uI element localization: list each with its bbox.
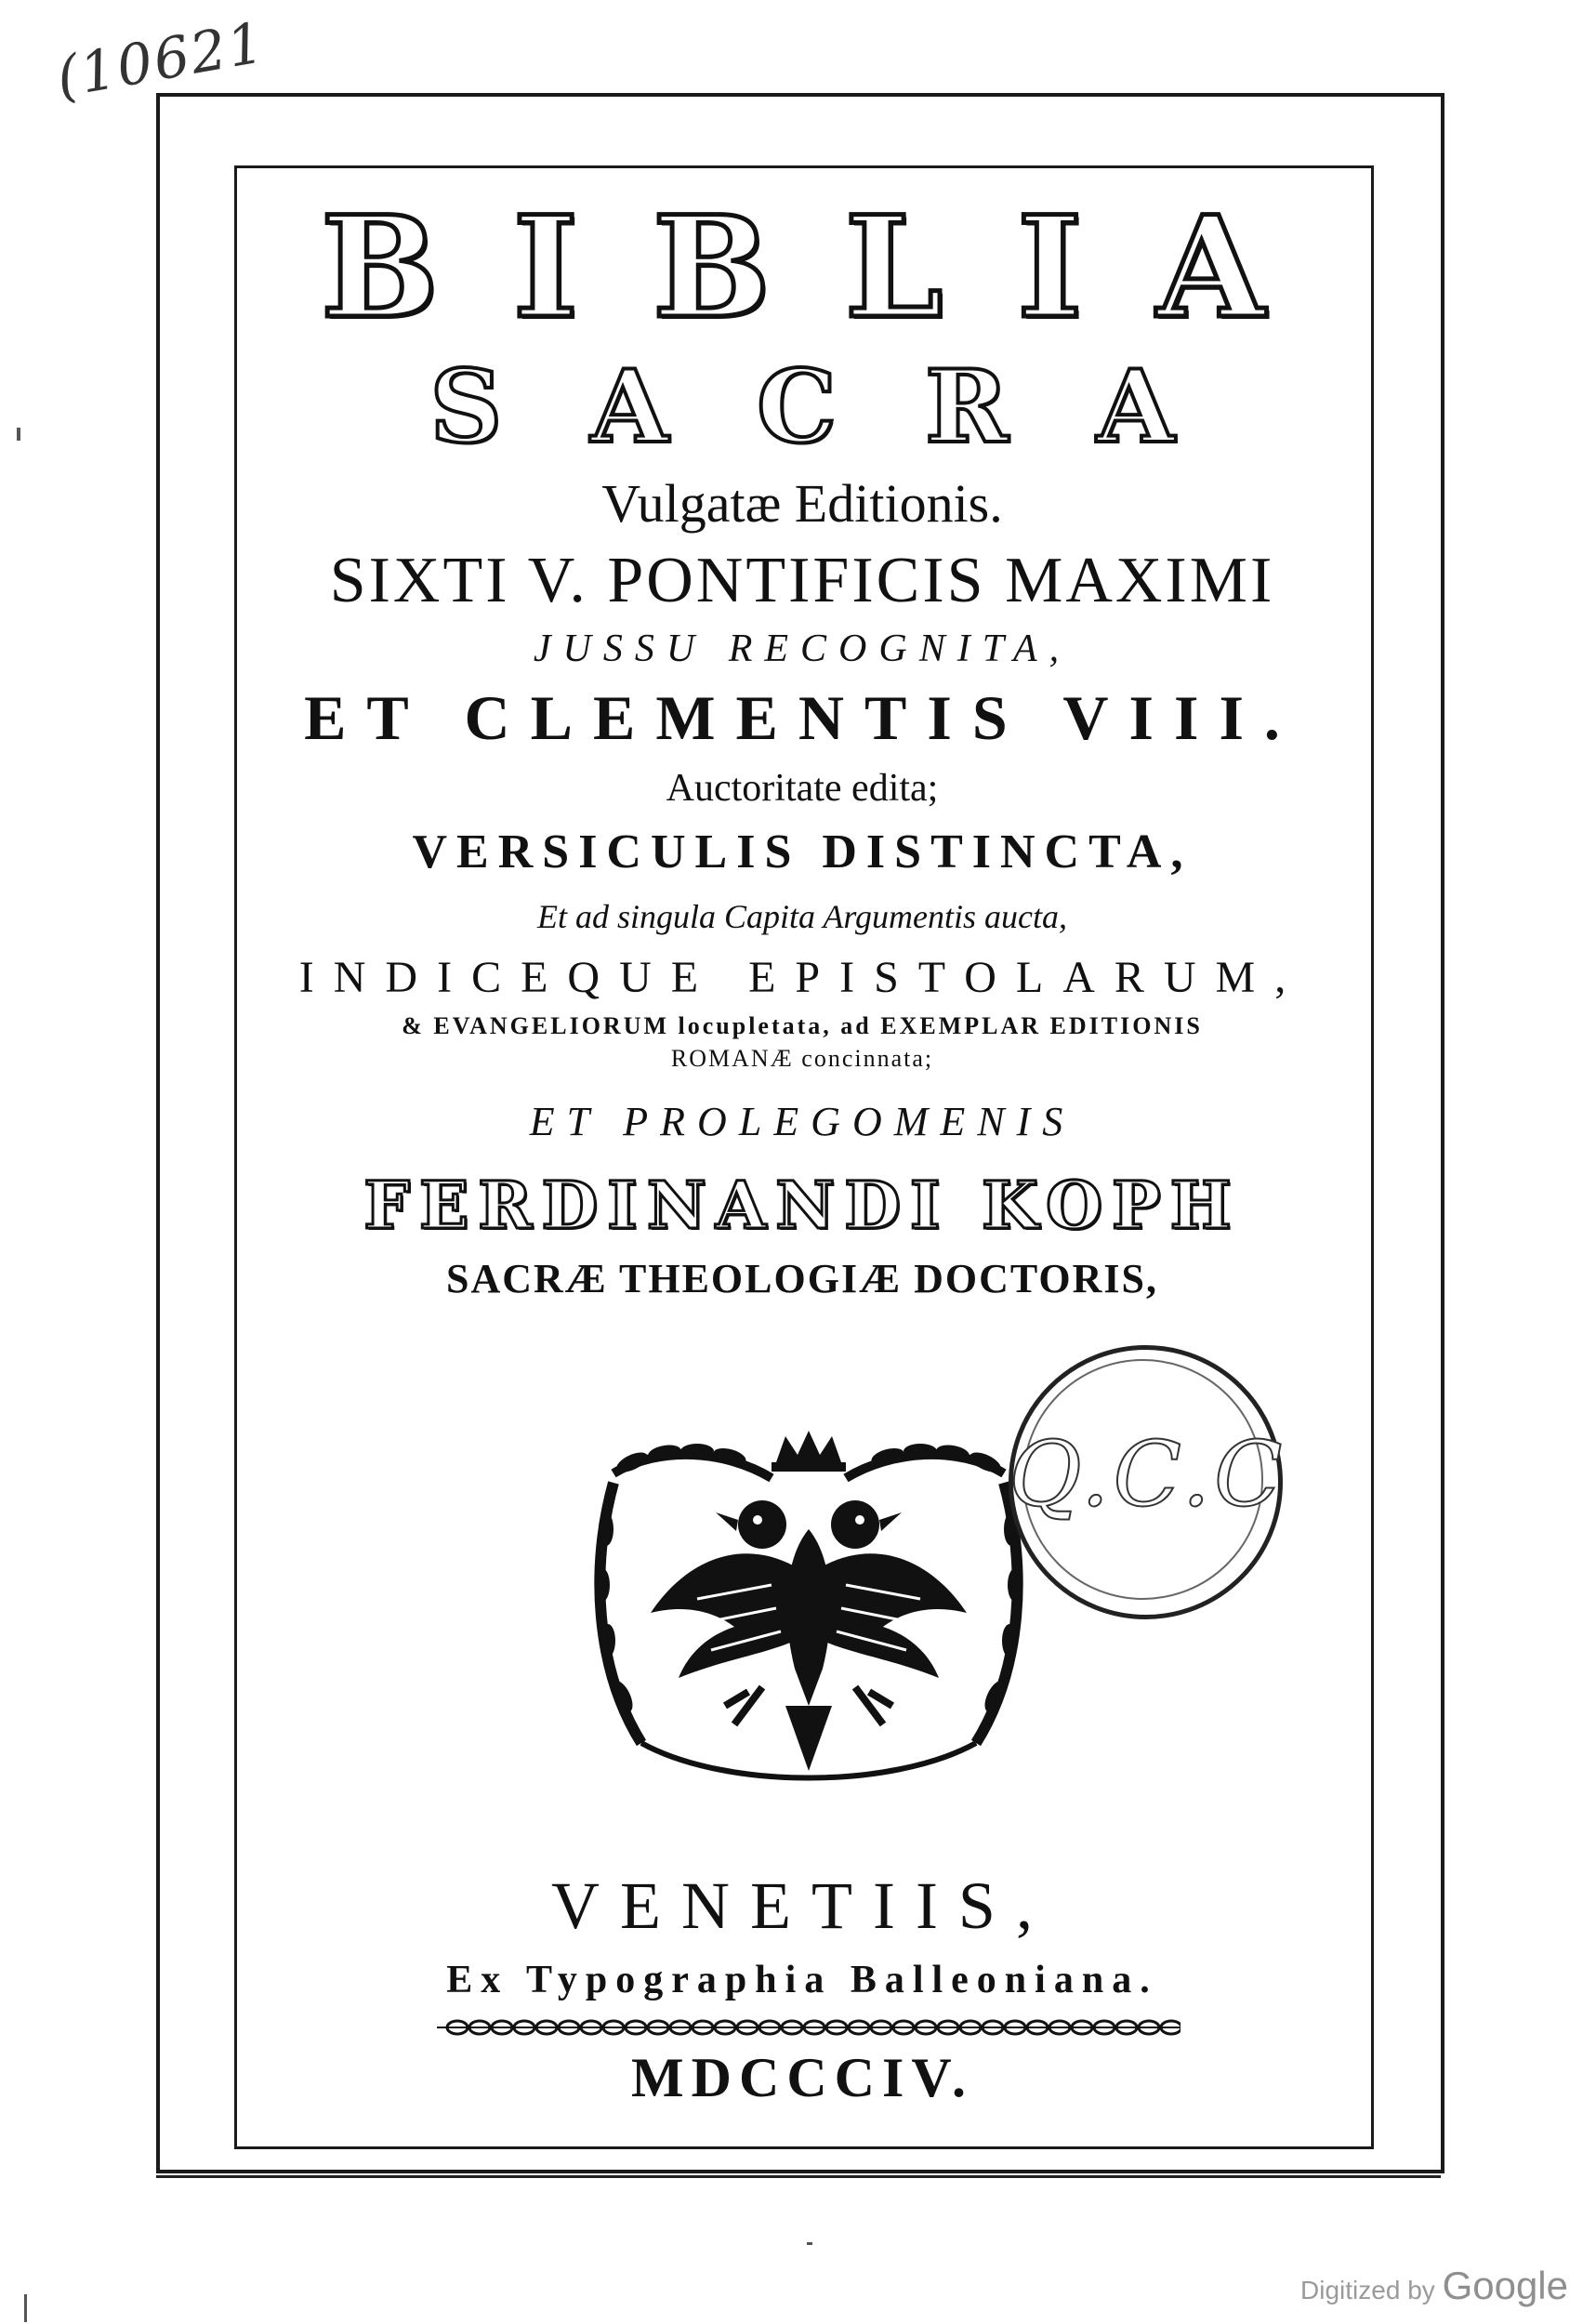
library-stamp-text: Q.C.C (1009, 1422, 1286, 1526)
stray-mark (24, 2294, 27, 2322)
subtitle-vulgatae: Vulgatæ Editionis. (601, 473, 1003, 534)
subtitle-jussu: JUSSU RECOGNITA, (533, 627, 1072, 670)
subtitle-romanae: ROMANÆ concinnata; (670, 1045, 934, 1072)
imprint-printer: Ex Typographia Balleoniana. (446, 1959, 1158, 2001)
handwritten-shelfmark: (10621 (51, 9, 270, 112)
subtitle-versiculis: VERSICULIS DISTINCTA, (412, 825, 1193, 878)
subtitle-clementis: ET CLEMENTIS VIII. (304, 682, 1300, 753)
double-headed-eagle-crest-icon (586, 1427, 1032, 1799)
author-name: FERDINANDI KOPH (363, 1167, 1241, 1244)
title-block (240, 165, 1365, 1310)
subtitle-indiceque: INDICEQUE EPISTOLARUM, (298, 953, 1306, 1002)
digitized-watermark (1300, 2264, 1568, 2308)
subtitle-evangeliorum: & EVANGELIORUM locupletata, ad EXEMPLAR EDITIONIS (402, 1012, 1203, 1039)
subtitle-sixti: SIXTI V. PONTIFICIS MAXIMI (329, 545, 1275, 616)
imprint-year: MDCCCIV. (631, 2047, 973, 2108)
title-sacra: SACRA (429, 349, 1263, 466)
google-logo: Google (1442, 2264, 1568, 2307)
subtitle-auctoritate: Auctoritate edita; (666, 767, 939, 810)
stray-mark (807, 2242, 812, 2245)
subtitle-singula: Et ad singula Capita Argumentis aucta, (536, 898, 1067, 935)
author-title: SACRÆ THEOLOGIÆ DOCTORIS, (446, 1256, 1158, 1301)
stray-mark (17, 428, 20, 441)
subtitle-prolegomenis: ET PROLEGOMENIS (529, 1099, 1075, 1144)
title-biblia: BIBLIA (321, 186, 1339, 350)
watermark-prefix: Digitized by (1300, 2276, 1435, 2304)
bottom-rule (156, 2175, 1441, 2178)
imprint-place: VENETIIS, (551, 1868, 1053, 1943)
